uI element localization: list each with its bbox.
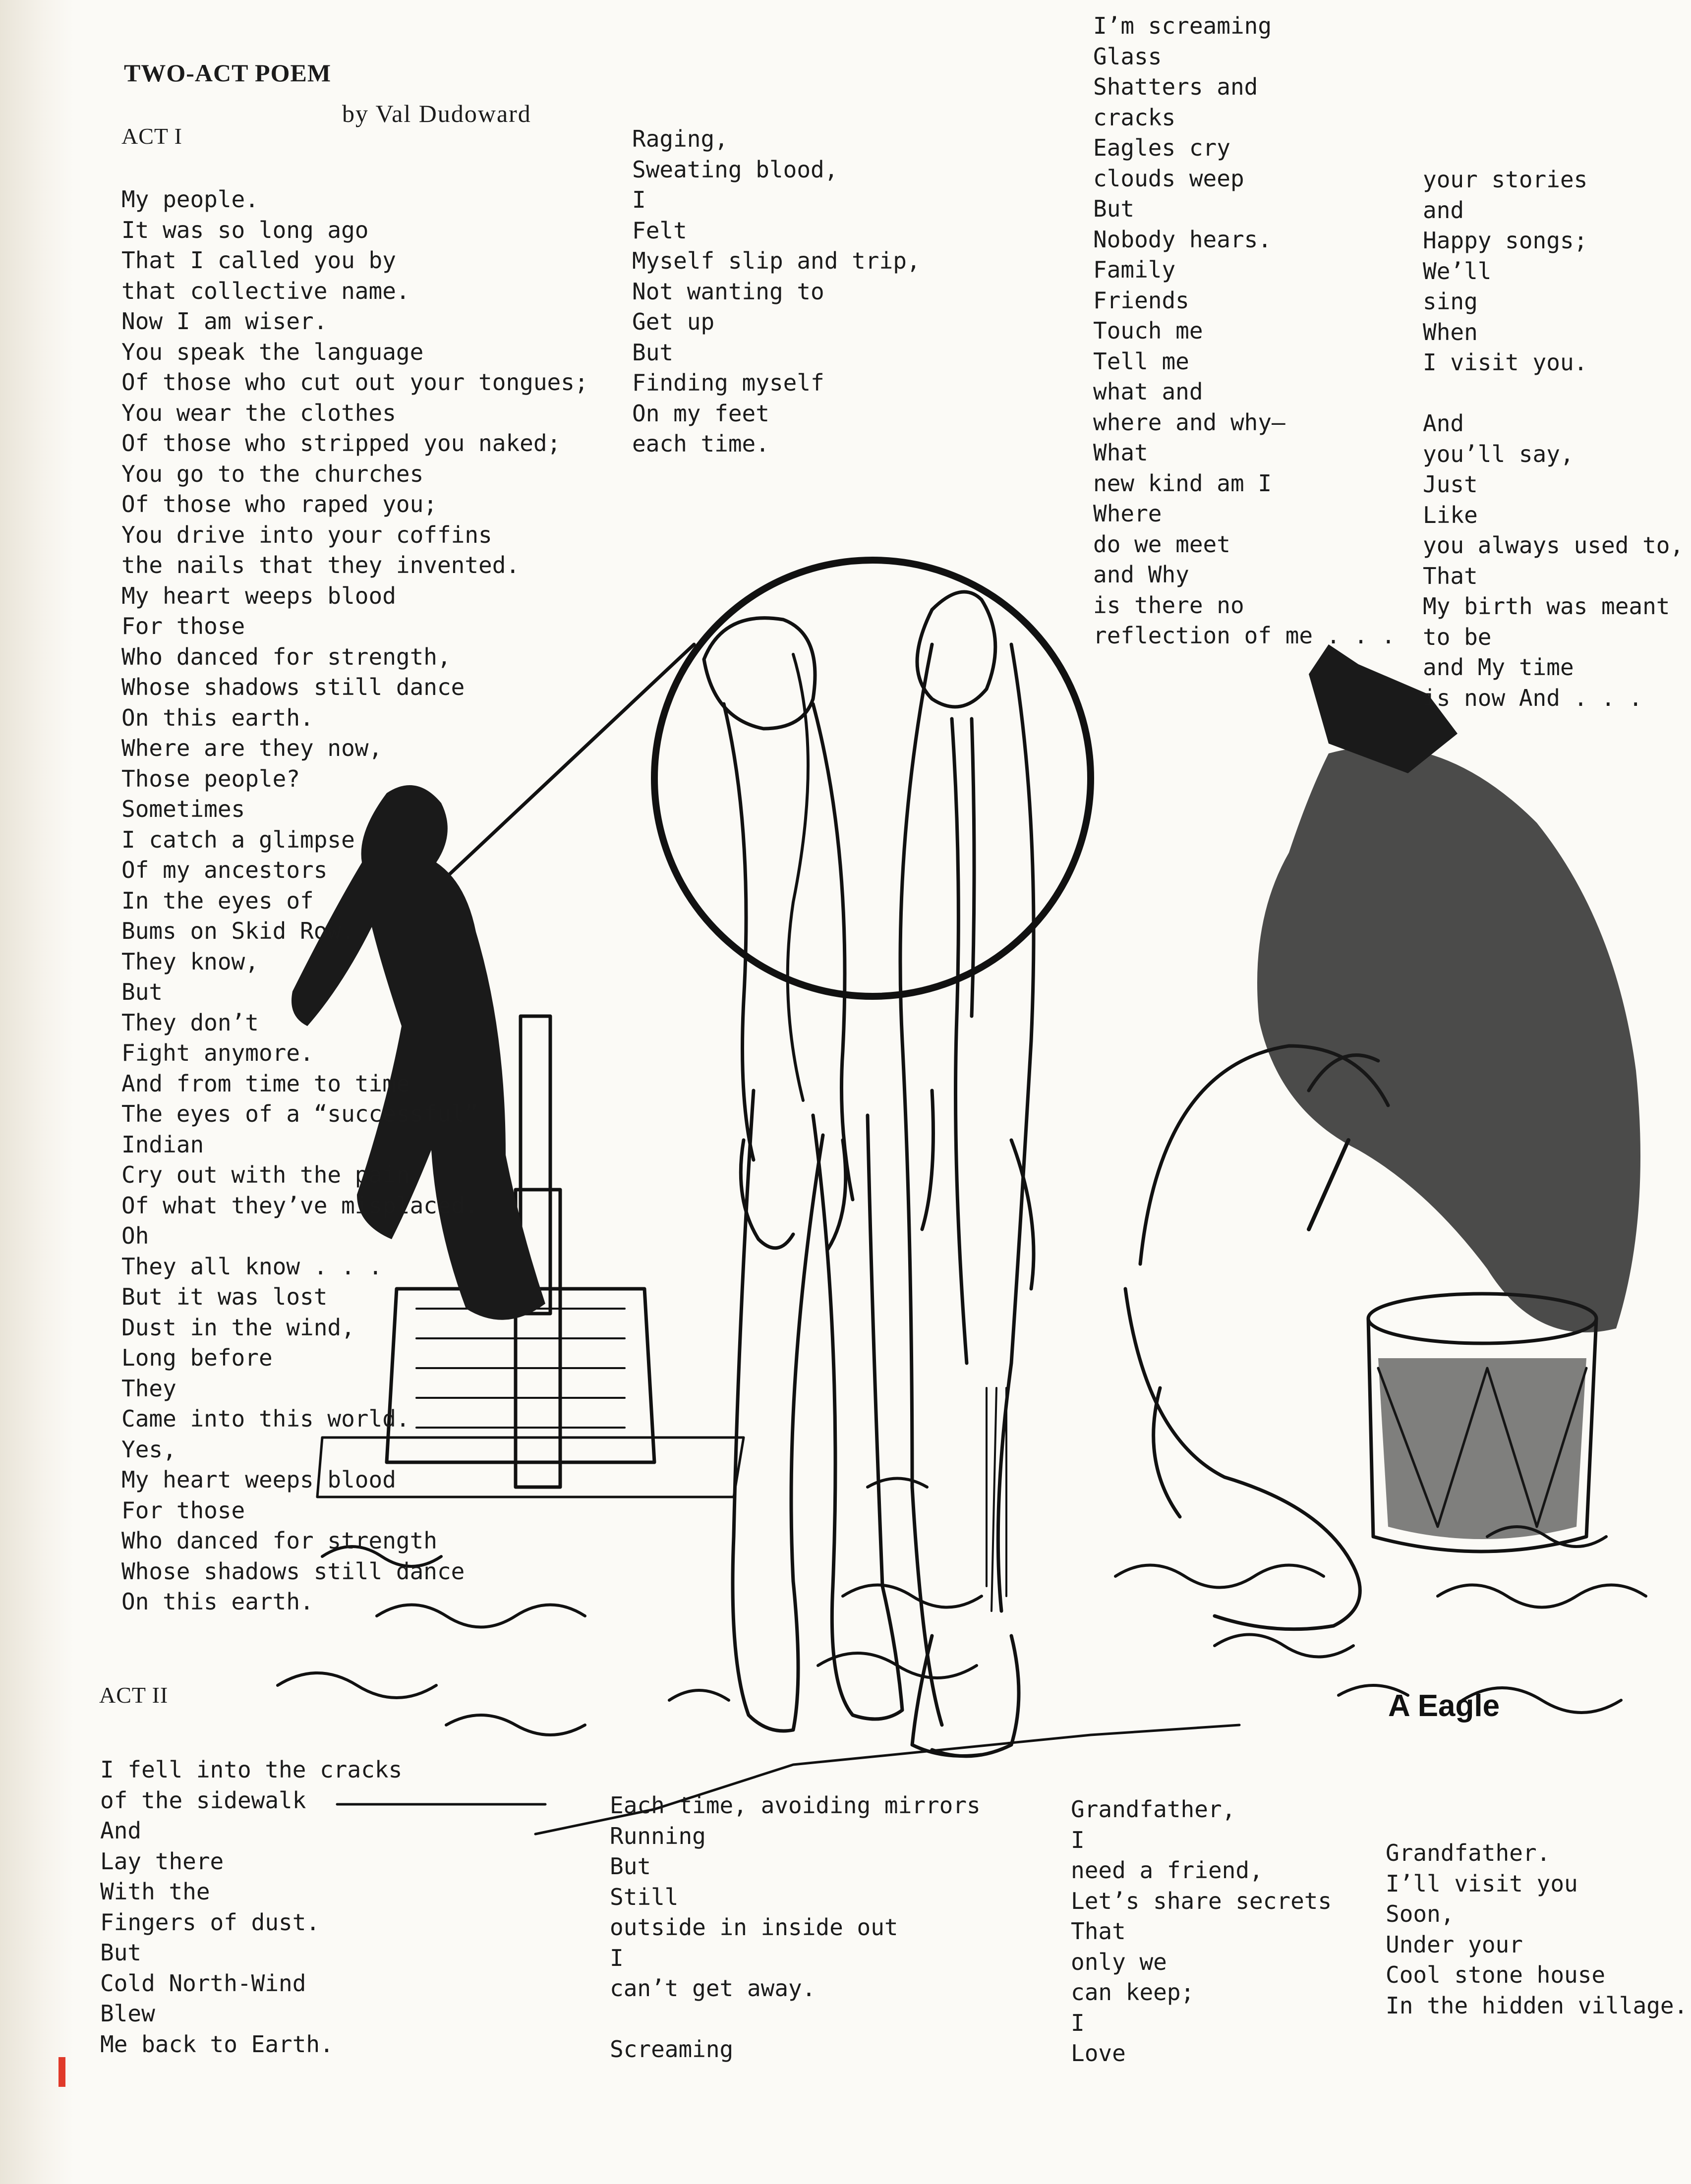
poem-title: TWO-ACT POEM bbox=[124, 59, 332, 87]
poem-column-mirrors: Each time, avoiding mirrors Running But Still outside in inside out I can’t get away. Screaming bbox=[610, 1792, 981, 2063]
poem-byline: by Val Dudoward bbox=[342, 100, 531, 127]
artist-signature: A Eagle bbox=[1388, 1689, 1500, 1723]
halo-circle bbox=[654, 560, 1091, 996]
act-one-heading: ACT I bbox=[121, 123, 182, 149]
standing-man-figure bbox=[704, 618, 902, 1731]
poem-column-act2-cracks: I fell into the cracks of the sidewalk And Lay there With the Fingers of dust. But Cold North-Wind Blew Me back to Earth. bbox=[100, 1756, 403, 2058]
standing-woman-figure bbox=[900, 592, 1034, 1756]
poem-column-grandfather-friend: Grandfather, I need a friend, Let’s share secrets That only we can keep; I Love bbox=[1071, 1796, 1332, 2067]
drum-body-shading bbox=[1378, 1358, 1586, 1539]
poem-column-act1-main: My people. It was so long ago That I called you by that collective name. Now I am wiser. You speak the language Of those who cut out your tongues; You wear the clothes Of those who stripped you naked; You go to the churches Of those who raped you; You drive into your coffins the nails that they invented. My heart weeps blood For those Who danced for strength, Whose shadows still dance On this earth. Where are they now, Those people? Sometimes I catch a glimpse Of my ancestors In the eyes of Bums on Skid Row. They know, But They don’t Fight anymore. And from time to time The eyes of a “successful” Indian Cry out with the pain Of what they’ve misplaced. Oh They all know . . . But it was lost Dust in the wind, Long before They Came into this world. Yes, My heart weeps blood For those Who danced for strength Whose shadows still dance On this earth. bbox=[121, 186, 588, 1615]
act-two-heading: ACT II bbox=[99, 1682, 169, 1708]
poem-column-screaming: I’m screaming Glass Shatters and cracks Eagles cry clouds weep But Nobody hears. Family Friends Touch me Tell me what and where and why— What new kind am I Where do we meet and Why is there no reflection of me . . . bbox=[1093, 12, 1396, 649]
poem-column-raging: Raging, Sweating blood, I Felt Myself slip and trip, Not wanting to Get up But Finding myself On my feet each time. bbox=[632, 125, 921, 457]
poem-column-stories: your stories and Happy songs; We’ll sing When I visit you. And you’ll say, Just Like you always used to, That My birth was meant to be and My time is now And . . . bbox=[1423, 166, 1684, 711]
drummer-shadow-mass bbox=[1257, 747, 1640, 1332]
poem-column-grandfather-visit: Grandfather. I’ll visit you Soon, Under your Cool stone house In the hidden village. bbox=[1386, 1839, 1688, 2019]
